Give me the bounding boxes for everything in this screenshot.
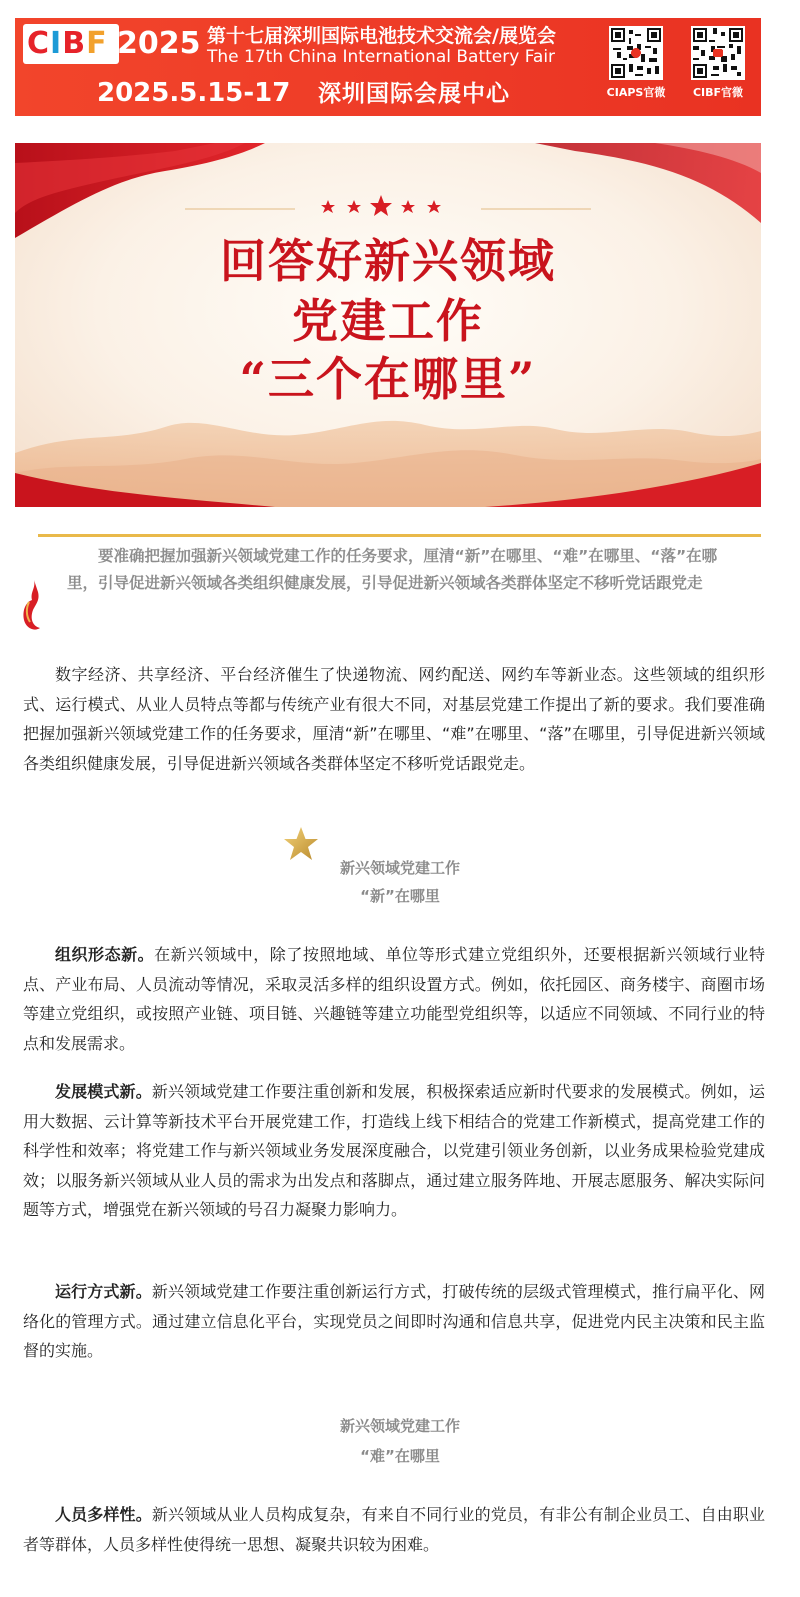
hero-image — [15, 143, 761, 507]
paragraph-people — [23, 1500, 765, 1559]
paragraph-lead: 运行方式新。 — [55, 1282, 152, 1301]
qr-code-icon[interactable] — [691, 26, 745, 80]
cibf-logo: CIBF — [27, 26, 108, 61]
qr-code-icon[interactable] — [609, 26, 663, 80]
section1-line1: 新兴领域党建工作 — [339, 859, 460, 877]
summary-text: 要准确把握加强新兴领域党建工作的任务要求，厘清“新”在哪里、“难”在哪里、“落”在哪里，引导促进新兴领域各类组织健康发展，引导促进新兴领域各类群体坚定不移听党话跟党走 — [67, 547, 718, 592]
banner-date: 2025.5.15-17 — [97, 78, 291, 108]
paragraph-lead: 组织形态新。 — [55, 945, 155, 964]
hero-title-line2: 党建工作 — [292, 294, 484, 348]
paragraph-organization — [23, 940, 765, 1058]
qr2-label: CIBF官微 — [692, 86, 744, 99]
star-icon — [321, 200, 335, 213]
paragraph-development — [23, 1077, 765, 1225]
paragraph-body: 新兴领域党建工作要注重创新和发展，积极探索适应新时代要求的发展模式。例如，运用大数据、云计算等新技术平台开展党建工作，打造线上线下相结合的党建工作新模式，提高党建工作的科学性和效率；将党建工作与新兴领域业务发展深度融合，以党建引领业务创新，以业务成果检验党建成效；以服务新兴领域从业人员的需求为出发点和落脚点，通过建立服务阵地、开展志愿服务、解决实际问题等方式，增强党在新兴领域的号召力凝聚力影响力。 — [23, 1082, 765, 1219]
paragraph-lead: 人员多样性。 — [55, 1505, 152, 1524]
hero-title-line3: “三个在哪里” — [239, 352, 537, 406]
paragraph-body: 新兴领域从业人员构成复杂，有来自不同行业的党员，有非公有制企业员工、自由职业者等群体，人员多样性使得统一思想、凝聚共识较为困难。 — [23, 1505, 765, 1554]
paragraph-body: 在新兴领域中，除了按照地域、单位等形式建立党组织外，还要根据新兴领域行业特点、产业布局、人员流动等情况，采取灵活多样的组织设置方式。例如，依托园区、商务楼宇、商圈市场等建立党组织，或按照产业链、项目链、兴趣链等建立功能型党组织等，以适应不同领域、不同行业的特点和发展需求。 — [23, 945, 765, 1053]
qr1-label: CIAPS官微 — [606, 86, 666, 99]
star-icon — [401, 200, 415, 213]
summary-flame-icon — [20, 580, 42, 632]
star-icon — [370, 195, 392, 216]
star-icon — [427, 200, 441, 213]
banner-year: 2025 — [117, 26, 201, 61]
paragraph-operation — [23, 1277, 765, 1366]
cibf-banner[interactable] — [15, 18, 761, 116]
banner-title-en: The 17th China International Battery Fair — [207, 47, 556, 67]
star-icon — [347, 200, 361, 213]
paragraph-lead: 发展模式新。 — [55, 1082, 152, 1101]
section2-line1: 新兴领域党建工作 — [339, 1417, 460, 1435]
banner-title-cn: 第十七届深圳国际电池技术交流会/展览会 — [207, 25, 556, 47]
section2-line2: “难”在哪里 — [360, 1447, 440, 1465]
banner-venue: 深圳国际会展中心 — [318, 81, 510, 107]
hero-title-line1: 回答好新兴领域 — [220, 234, 556, 288]
intro-paragraph: 数字经济、共享经济、平台经济催生了快递物流、网约配送、网约车等新业态。这些领域的组织形式、运行模式、从业人员特点等都与传统产业有很大不同，对基层党建工作提出了新的要求。我们要准确把握加强新兴领域党建工作的任务要求，厘清“新”在哪里、“难”在哪里、“落”在哪里，引导促进新兴领域各类组织健康发展，引导促进新兴领域各类群体坚定不移听党话跟党走。 — [23, 665, 765, 773]
gold-divider — [38, 534, 761, 537]
section1-line2: “新”在哪里 — [360, 887, 440, 905]
paragraph-body: 新兴领域党建工作要注重创新运行方式，打破传统的层级式管理模式，推行扁平化、网络化的管理方式。通过建立信息化平台，实现党员之间即时沟通和信息共享，促进党内民主决策和民主监督的实施。 — [23, 1282, 765, 1360]
